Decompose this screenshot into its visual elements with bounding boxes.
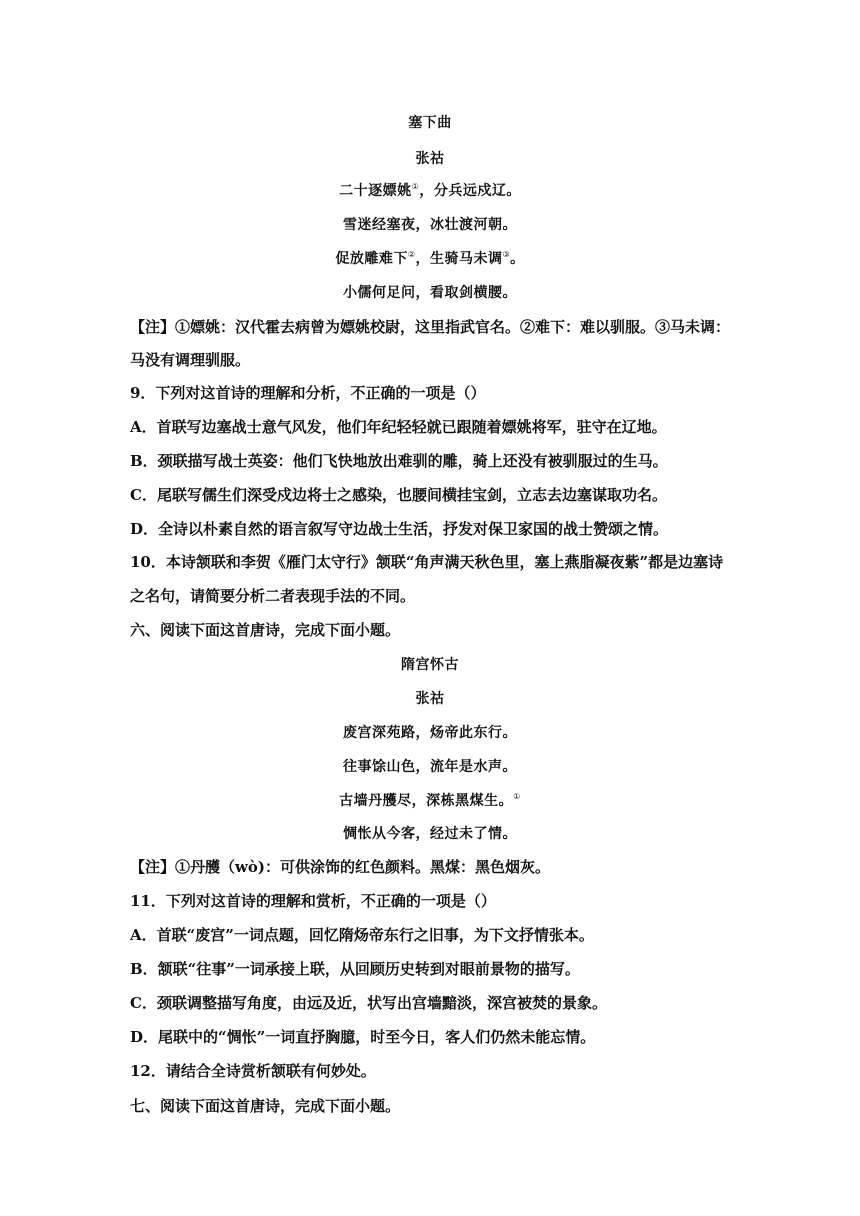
poem2-title: 隋宫怀古 — [401, 657, 459, 673]
poem1-note-line2: 马没有调理驯服。 — [130, 351, 251, 369]
poem2-line-1: 废宫深苑路，炀帝此东行。 — [343, 725, 517, 741]
poem1-line-4: 小儒何足问，看取剑横腰。 — [343, 285, 517, 301]
poem2-line-3: 古墙丹雘尽，深栋黑煤生。① — [339, 792, 521, 809]
poem1-line-1: 二十逐嫖姚①，分兵远戍辽。 — [339, 182, 521, 199]
section6-heading: 六、阅读下面这首唐诗，完成下面小题。 — [130, 621, 401, 639]
q11-stem: 11．下列对这首诗的理解和赏析，不正确的一项是（） — [130, 892, 496, 910]
poem1-line-3: 促放雕难下②，生骑马未调③。 — [335, 250, 525, 267]
q10-line1: 10．本诗颔联和李贺《雁门太守行》颔联“角声满天秋色里，塞上燕脂凝夜紫”都是边塞诗 — [130, 553, 724, 571]
poem1-author: 张祜 — [415, 151, 445, 167]
poem2-note: 【注】①丹雘（wò)：可供涂饰的红色颜料。黑煤：黑色烟灰。 — [130, 858, 551, 876]
poem1-line-2: 雪迷经塞夜，冰壮渡河朝。 — [343, 217, 517, 233]
q11-option-c: C．颈联调整描写角度，由远及近，状写出宫墙黯淡，深宫被焚的景象。 — [130, 994, 607, 1012]
poem1-note-line1: 【注】①嫖姚：汉代霍去病曾为嫖姚校尉，这里指武官名。②难下：难以驯服。③马未调： — [130, 318, 731, 336]
q9-stem: 9．下列对这首诗的理解和分析，不正确的一项是（） — [130, 384, 486, 402]
q9-option-c: C．尾联写儒生们深受戍边将士之感染，也腰间横挂宝剑，立志去边塞谋取功名。 — [130, 486, 667, 504]
poem2-line-2: 往事馀山色，流年是水声。 — [343, 759, 517, 775]
q11-option-a: A．首联“废宫”一词点题，回忆隋炀帝东行之旧事，为下文抒情张本。 — [130, 926, 594, 944]
q11-option-b: B．颔联“往事”一词承接上联，从回顾历史转到对眼前景物的描写。 — [130, 960, 580, 978]
q10-line2: 之名句，请简要分析二者表现手法的不同。 — [130, 587, 416, 605]
q9-option-a: A．首联写边塞战士意气风发，他们年纪轻轻就已跟随着嫖姚将军，驻守在辽地。 — [130, 418, 667, 436]
poem2-line-4: 惆怅从今客，经过未了情。 — [343, 826, 517, 842]
poem1-title: 塞下曲 — [408, 115, 452, 131]
q9-option-b: B．颈联描写战士英姿：他们飞快地放出难驯的雕，骑上还没有被驯服过的生马。 — [130, 452, 668, 470]
q12-stem: 12．请结合全诗赏析颔联有何妙处。 — [130, 1062, 376, 1080]
poem2-author: 张祜 — [415, 691, 445, 707]
section7-heading: 七、阅读下面这首唐诗，完成下面小题。 — [130, 1097, 401, 1115]
q11-option-d: D．尾联中的“惆怅”一词直抒胸臆，时至今日，客人们仍然未能忘情。 — [130, 1028, 596, 1046]
q9-option-d: D．全诗以朴素自然的语言叙写守边战士生活，抒发对保卫家国的战士赞颂之情。 — [130, 520, 669, 538]
